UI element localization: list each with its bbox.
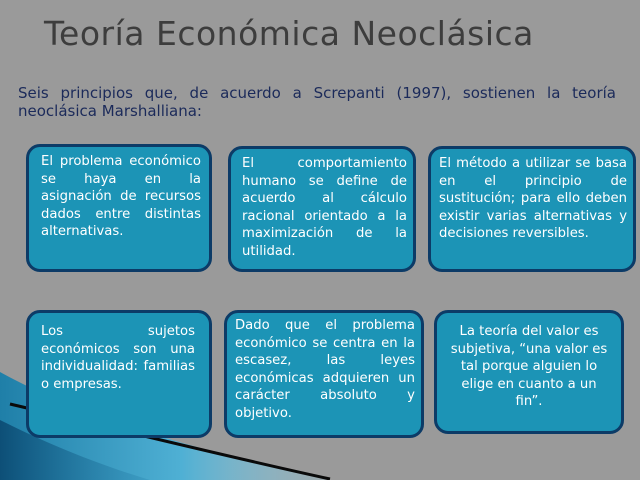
principle-box-6 [434,310,624,434]
slide-title: Teoría Económica Neoclásica [44,14,534,53]
intro-text: Seis principios que, de acuerdo a Screpanti (1997), sostienen la teoría neoclásica Marshalliana: [18,84,616,120]
principle-text: El problema económico se haya en la asignación de recursos dados entre distintas alternativas. [41,154,201,240]
principle-text: La teoría del valor es subjetiva, “una valor es tal porque alguien lo elige en cuanto a un fin”. [450,324,608,410]
principle-box-3 [428,146,636,272]
principle-box-1 [26,144,212,272]
principle-text: El método a utilizar se basa en el principio de sustitución; para ello deben existir varias alternativas y decisiones reversibles. [439,156,627,242]
principle-text: El comportamiento humano se define de acuerdo al cálculo racional orientado a la maximización de la utilidad. [242,156,407,259]
principle-text: Dado que el problema económico se centra en la escasez, las leyes económicas adquieren un carácter absoluto y objetivo. [235,318,415,421]
principle-box-5 [224,310,424,438]
principle-box-4 [26,310,212,438]
principle-box-2 [228,146,416,272]
principle-text: Los sujetos económicos son una individualidad: familias o empresas. [41,324,195,392]
